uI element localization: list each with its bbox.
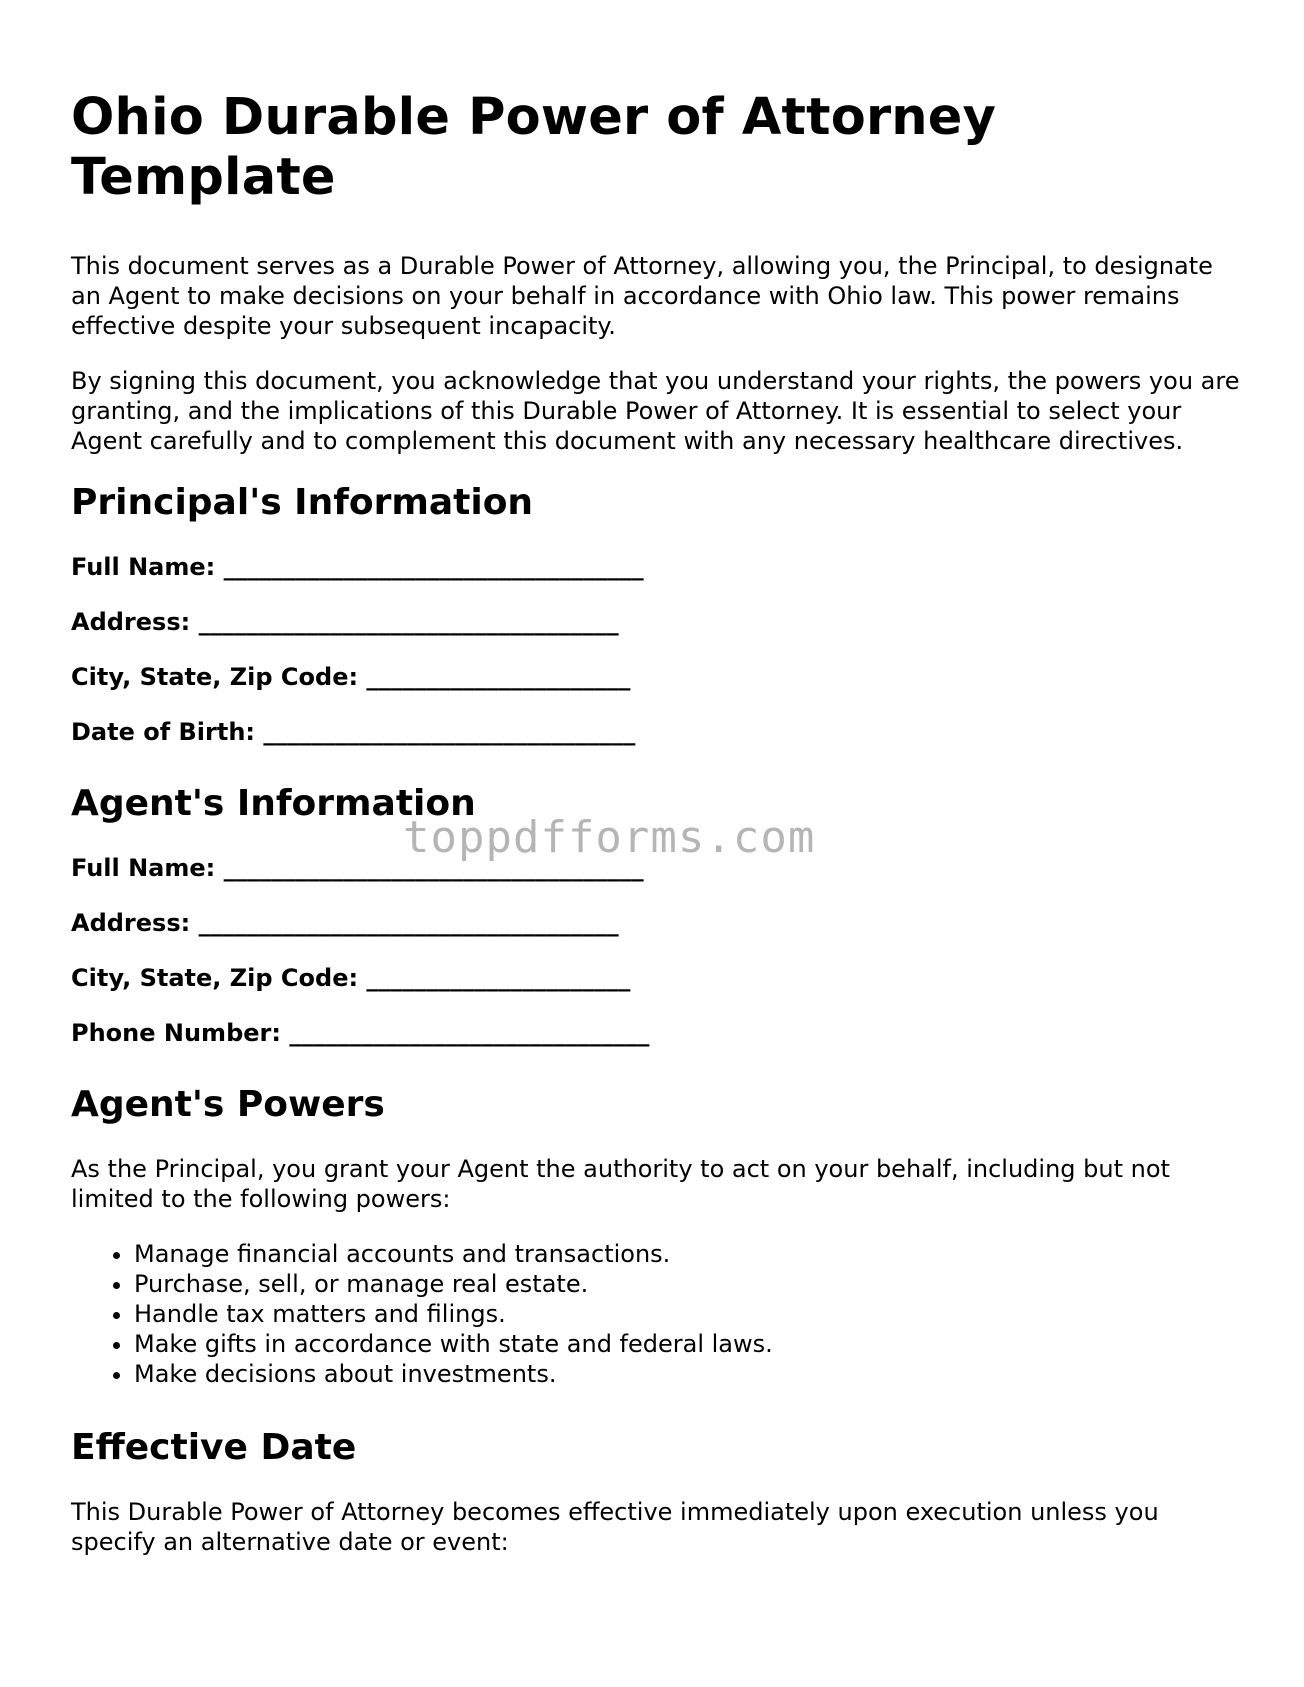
- principal-city-state-zip-blank: ______________________: [366, 663, 631, 691]
- agent-city-state-zip-blank: ______________________: [366, 964, 631, 992]
- watermark: toppdfforms.com: [403, 812, 816, 863]
- principal-address-field: [71, 607, 1241, 637]
- list-item: • Make gifts in accordance with state and federal laws.: [134, 1329, 1241, 1359]
- powers-heading: Agent's Powers: [71, 1084, 385, 1125]
- effective-date-text: This Durable Power of Attorney becomes effective immediately upon execution unless you specify an alternative date or event:: [71, 1498, 1159, 1556]
- agent-address-blank: ___________________________________: [198, 909, 619, 937]
- agent-phone-number-blank: ______________________________: [289, 1019, 650, 1047]
- list-item: • Make decisions about investments.: [134, 1359, 1241, 1389]
- effective-date-heading: Effective Date: [71, 1427, 357, 1468]
- agent-heading: Agent's Information: [71, 783, 476, 824]
- powers-intro: As the Principal, you grant your Agent the authority to act on your behalf, including but not limited to the following powers:: [71, 1155, 1170, 1213]
- intro-paragraph-2: By signing this document, you acknowledge that you understand your rights, the powers you are granting, and the implications of this Durable Power of Attorney. It is essential to select your Agent carefully and to complement this document with any necessary healthcare directives.: [71, 367, 1240, 455]
- principal-address-label: Address:: [71, 608, 191, 636]
- principal-date-of-birth-label: Date of Birth:: [71, 718, 256, 746]
- document-title: Ohio Durable Power of Attorney Template: [71, 88, 997, 207]
- agent-full-name-label: Full Name:: [71, 854, 216, 882]
- agent-address-field: [71, 908, 1241, 938]
- principal-heading: Principal's Information: [71, 482, 534, 523]
- list-item: • Purchase, sell, or manage real estate.: [134, 1269, 1241, 1299]
- agent-city-state-zip-field: [71, 963, 1241, 993]
- agent-phone-number-field: [71, 1018, 1241, 1048]
- principal-address-blank: ___________________________________: [198, 608, 619, 636]
- principal-full-name-field: [71, 552, 1241, 582]
- agent-full-name-blank: ___________________________________: [223, 854, 644, 882]
- principal-date-of-birth-field: [71, 717, 1241, 747]
- principal-full-name-label: Full Name:: [71, 553, 216, 581]
- agent-phone-number-label: Phone Number:: [71, 1019, 281, 1047]
- powers-list: [71, 1239, 1241, 1389]
- principal-city-state-zip-label: City, State, Zip Code:: [71, 663, 359, 691]
- principal-date-of-birth-blank: _______________________________: [263, 718, 636, 746]
- principal-full-name-blank: ___________________________________: [223, 553, 644, 581]
- principal-city-state-zip-field: [71, 662, 1241, 692]
- agent-address-label: Address:: [71, 909, 191, 937]
- list-item: • Manage financial accounts and transactions.: [134, 1239, 1241, 1269]
- intro-paragraph-1: This document serves as a Durable Power of Attorney, allowing you, the Principal, to designate an Agent to make decisions on your behalf in accordance with Ohio law. This power remains effective despite your subsequent incapacity.: [71, 252, 1213, 340]
- agent-city-state-zip-label: City, State, Zip Code:: [71, 964, 359, 992]
- list-item: • Handle tax matters and filings.: [134, 1299, 1241, 1329]
